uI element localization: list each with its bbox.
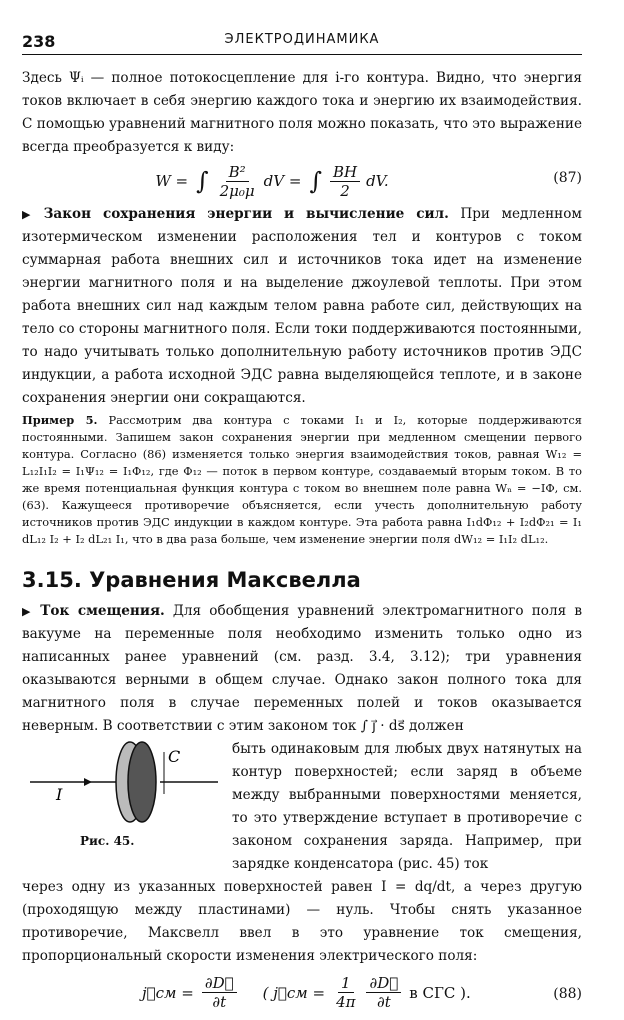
page-number: 238	[22, 32, 56, 51]
equation-87	[22, 159, 582, 203]
figure-wrap-row	[22, 738, 582, 876]
eq88-fraction-3: $\frac{\partial D⃗}{\partial t}$	[366, 974, 401, 1011]
running-title: ЭЛЕКТРОДИНАМИКА	[224, 32, 380, 47]
paragraph-intro: Здесь Ψᵢ — полное потокосцепление для i-го контура. Видно, что энергия токов включает в себя энергию каждого тока и энергию их взаимодействия. С помощью уравнений магнитного поля можно показать, что это выражение всегда преобразуется к виду:	[22, 70, 582, 155]
capacitor-diagram	[22, 738, 222, 834]
paragraph-displacement-current	[22, 600, 582, 738]
equation-88	[22, 972, 582, 1020]
eq88-fraction-2: $\frac{1}{4\pi}$	[336, 974, 356, 1011]
paragraph-maxwell: через одну из указанных поверхностей равен I = dq/dt, а через другую (проходящую между пластинами) — нуль. Чтобы снять указанное противоречие, Максвелл ввел в это уравнение ток смещения, пропорциональный скорости изменения электрического поля:	[22, 879, 582, 964]
run-in-heading: Ток смещения.	[40, 603, 165, 619]
capacitor-plate-right	[128, 742, 156, 822]
triangle-marker-icon: ▶	[22, 605, 35, 618]
example-5	[22, 412, 582, 548]
label-c: C	[168, 747, 181, 766]
integral-sign-icon: ∫	[196, 167, 209, 195]
eq88-lhs: j⃗см =	[142, 983, 194, 1002]
equation-number: (87)	[553, 170, 582, 186]
page	[22, 30, 582, 1020]
section-title: 3.15. Уравнения Максвелла	[22, 568, 361, 592]
eq88-close: в СГС ).	[409, 983, 471, 1002]
eq88-fraction-1: $\frac{\partial D⃗}{\partial t}$	[202, 974, 237, 1011]
paragraph-wrap-text: быть одинаковым для любых двух натянутых на контур поверхностей; если заряд в объеме между выбранными поверхностями меняется, то это утверждение вступает в противоречие с законом сохранения заряда. Например, при зарядке конденсатора (рис. 45) ток	[232, 741, 582, 872]
paragraph-text: При медленном изотермическом изменении расположения тел и контуров с током суммарная работа внешних сил и источников тока идет на изменение энергии магнитного поля и на выделение джоулевой теплоты. При этом работа внешних сил над каждым телом равна работе сил, действующих на тело со стороны магнитного поля. Если токи поддерживаются постоянными, то надо учитывать только дополнительную работу источников против ЭДС индукции, а работа исходной ЭДС равна выделяющейся теплоте, и в законе сохранения энергии они сокращаются.	[22, 206, 582, 406]
paragraph-energy-law	[22, 203, 582, 410]
integral-sign-icon: ∫	[309, 167, 322, 195]
eq87-fraction-1: $\frac{\text{B²}}{\text{2μ₀μ}}$	[219, 162, 255, 200]
run-in-heading: Закон сохранения энергии и вычисление сил.	[43, 206, 449, 222]
example-text: Рассмотрим два контура с токами I₁ и I₂, которые поддерживаются постоянными. Запишем закон сохранения энергии при медленном смещении первого контура. Согласно (86) изменяется только энергия взаимодействия токов, равная W₁₂ = L₁₂I₁I₂ = I₁Ψ₁₂ = I₁Φ₁₂, где Φ₁₂ — поток в первом контуре, создаваемый вторым током. В то же время потенциальная функция контура с током во внешнем поле равна Wₙ = −IΦ, см. (63). Кажущееся противоречие объясняется, если учесть дополнительную работу источников против ЭДС индукции в каждом контуре. Эта работа равна I₁dΦ₁₂ + I₂dΦ₂₁ = I₁ dL₁₂ I₂ + I₂ dL₂₁ I₁, что в два раза больше, чем изменение энергии поля dW₁₂ = I₁I₂ dL₁₂.	[22, 413, 582, 546]
example-label: Пример 5.	[22, 413, 98, 427]
figure-caption: Рис. 45.	[80, 834, 135, 848]
eq88-open: ( j⃗см =	[262, 983, 326, 1002]
current-arrow-icon	[84, 778, 92, 786]
triangle-marker-icon: ▶	[22, 208, 38, 221]
figure-45	[22, 738, 222, 846]
eq87-mid: dV =	[263, 172, 302, 190]
equation-number: (88)	[553, 986, 582, 1002]
eq87-lhs: W =	[155, 172, 189, 190]
eq87-end: dV.	[366, 172, 389, 190]
label-i: I	[56, 785, 63, 804]
running-header	[22, 30, 582, 55]
eq87-fraction-2: $\frac{BH}{2}$	[330, 163, 360, 200]
paragraph-text: Для обобщения уравнений электромагнитного поля в вакууме на переменные поля необходимо изменить только одно из написанных ранее уравнений (см. разд. 3.4, 3.12); три уравнения оказываются верными в общем случае. Однако закон полного тока для магнитного поля в случае переменных полей и токов оказывается неверным. В соответствии с этим законом ток ∫ j⃗ · ds⃗ должен	[22, 603, 582, 734]
